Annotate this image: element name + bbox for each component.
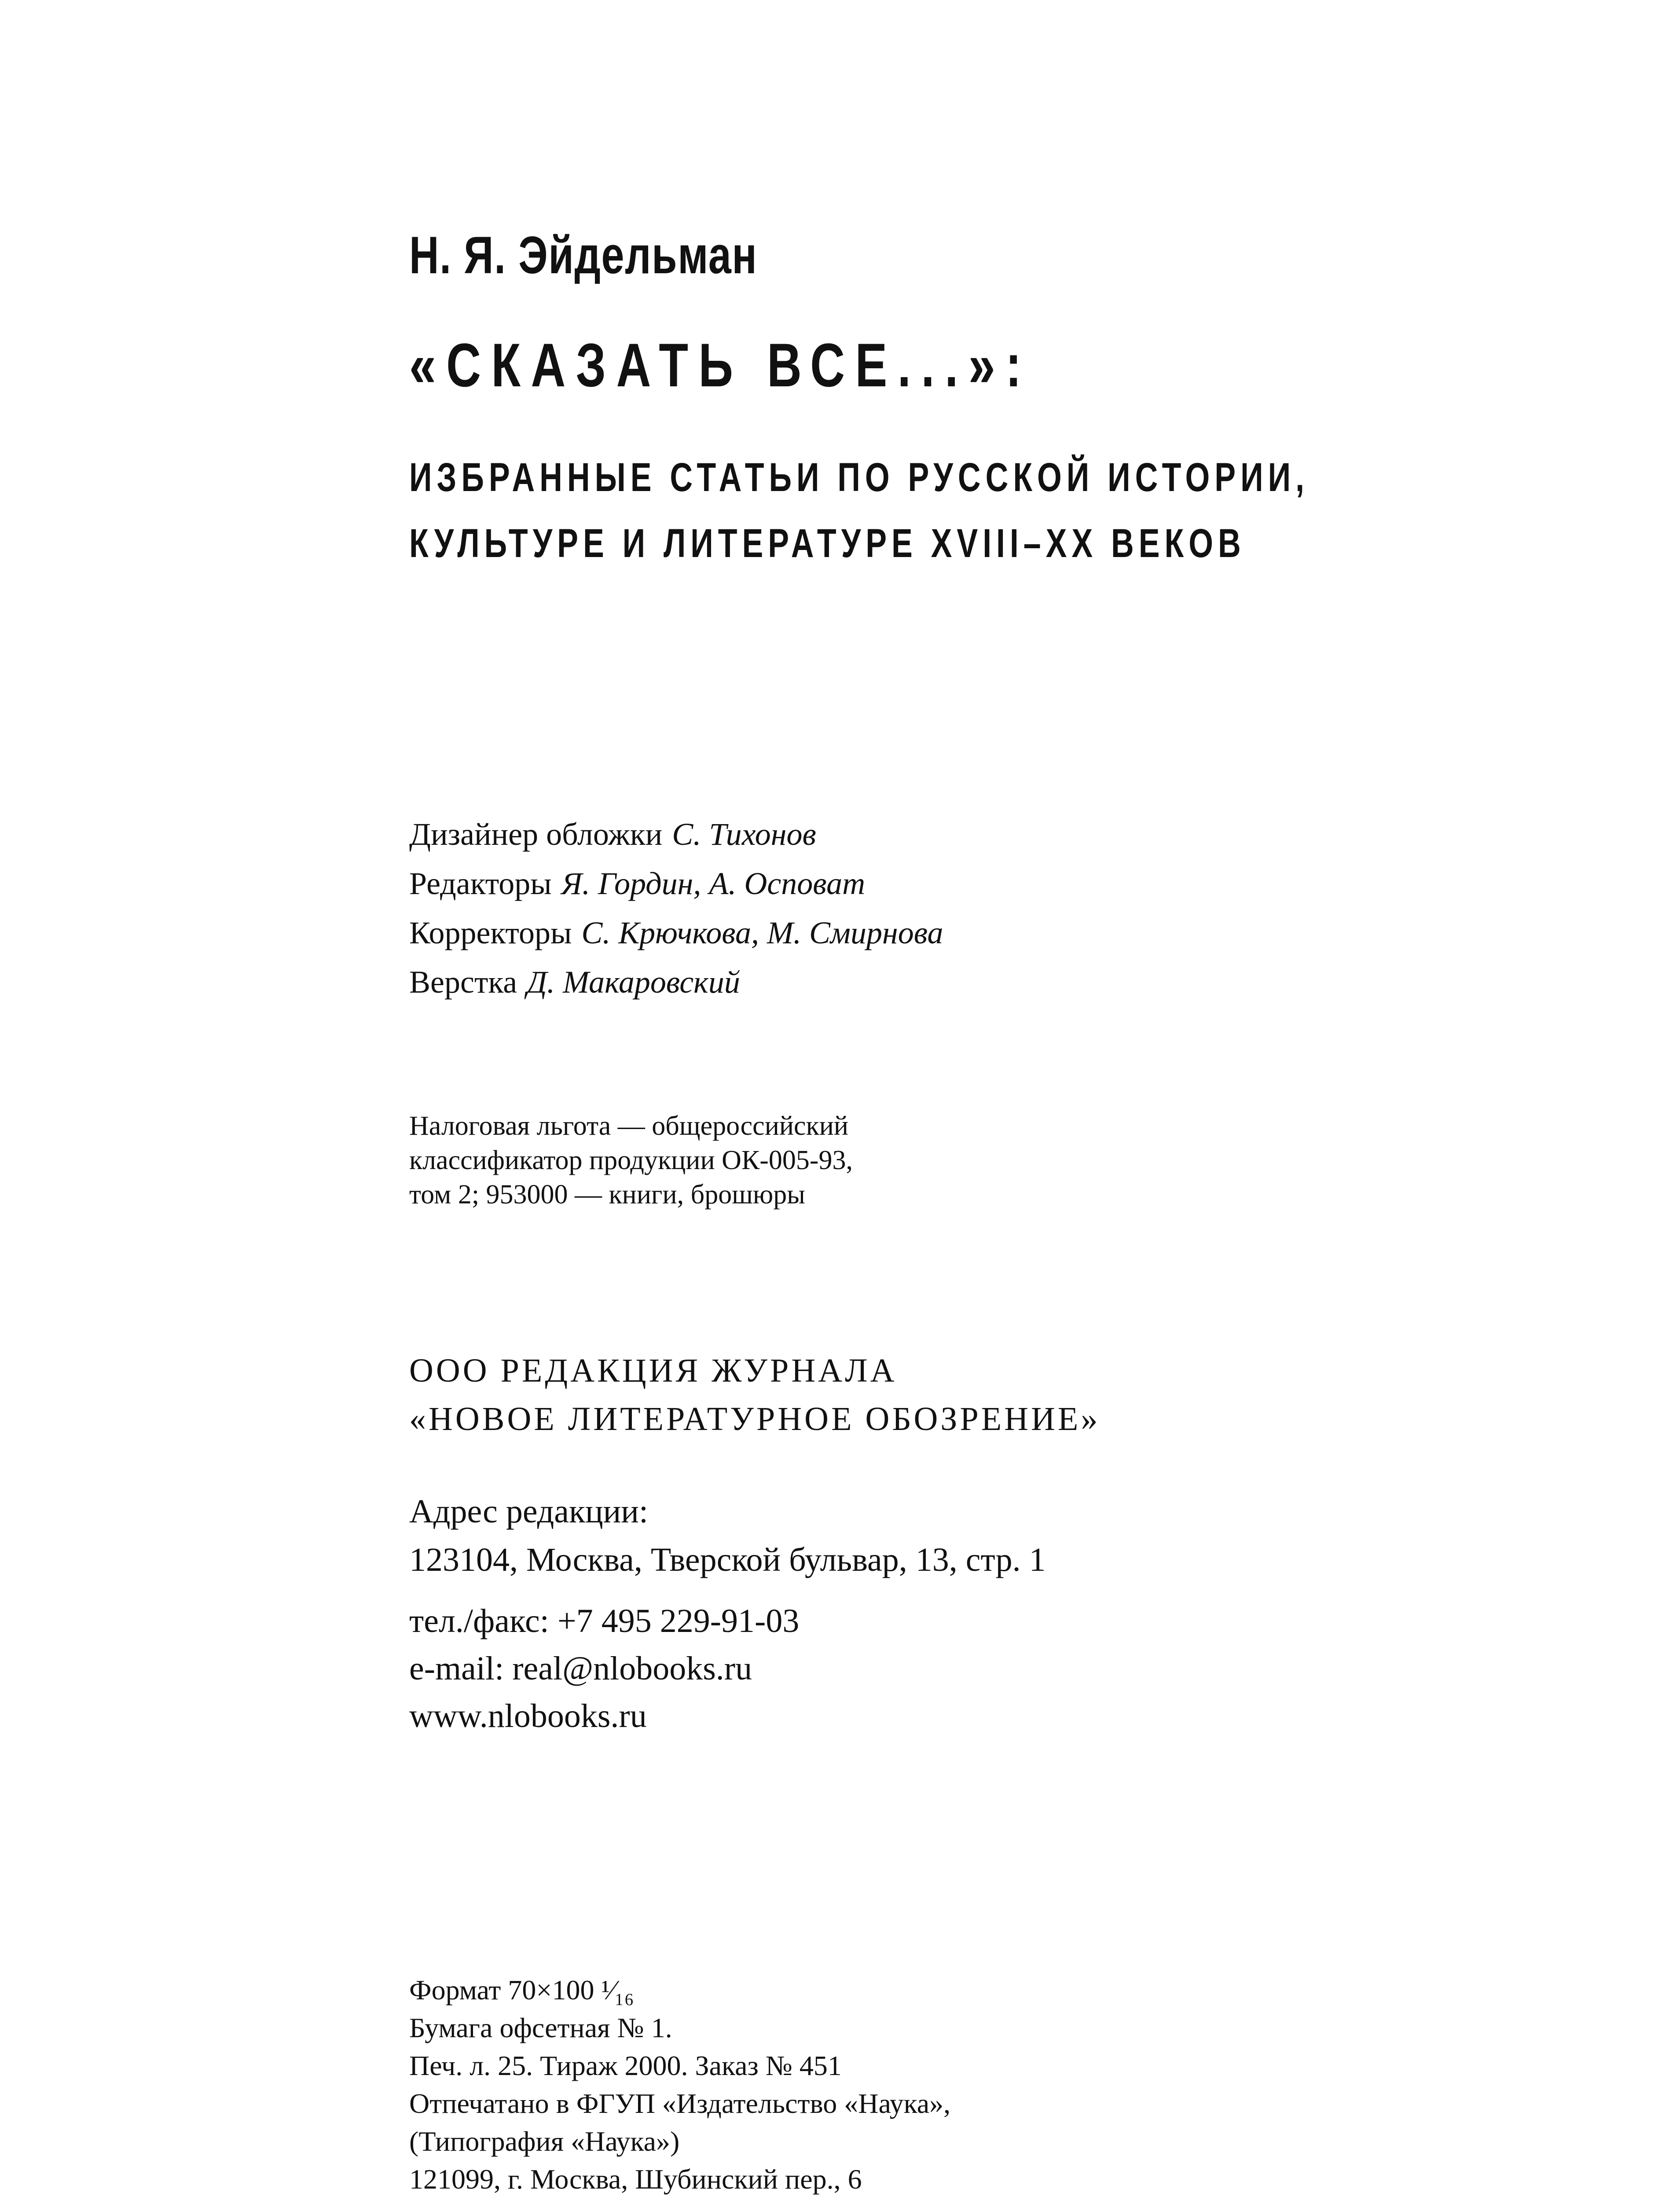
imprint-line: (Типография «Наука») bbox=[409, 2126, 680, 2157]
credit-name: С. Тихонов bbox=[672, 817, 816, 852]
imprint-line: Отпечатано в ФГУП «Издательство «Наука», bbox=[409, 2088, 951, 2119]
tax-line: классификатор продукции ОК-005-93, bbox=[409, 1145, 853, 1175]
book-title: «СКАЗАТЬ ВСЕ...»: bbox=[409, 330, 1032, 400]
credit-line bbox=[409, 957, 1597, 1007]
publisher-line: ООО РЕДАКЦИЯ ЖУРНАЛА bbox=[409, 1352, 897, 1389]
credit-name: С. Крючкова, М. Смирнова bbox=[581, 915, 943, 950]
email-address: e-mail: real@nlobooks.ru bbox=[409, 1650, 752, 1687]
imprint-line: Бумага офсетная № 1. bbox=[409, 2012, 672, 2043]
credit-name: Д. Макаровский bbox=[527, 964, 740, 1000]
credit-role: Дизайнер обложки bbox=[409, 817, 663, 852]
credit-line bbox=[409, 908, 1597, 957]
credit-role: Верстка bbox=[409, 964, 517, 1000]
credits-block bbox=[409, 810, 1597, 1007]
book-subtitle bbox=[409, 444, 1336, 576]
credit-line bbox=[409, 859, 1597, 908]
imprint-line: 121099, г. Москва, Шубинский пер., 6 bbox=[409, 2163, 862, 2195]
credit-role: Корректоры bbox=[409, 915, 572, 950]
contact-info bbox=[409, 1597, 1597, 1740]
credit-name: Я. Гордин, А. Осповат bbox=[561, 866, 866, 901]
imprint-line: Печ. л. 25. Тираж 2000. Заказ № 451 bbox=[409, 2050, 842, 2081]
print-details bbox=[409, 1971, 1597, 2198]
credit-role: Редакторы bbox=[409, 866, 552, 901]
address-value: 123104, Москва, Тверской бульвар, 13, стр. 1 bbox=[409, 1541, 1046, 1578]
credit-line bbox=[409, 810, 1597, 859]
subtitle-line: ИЗБРАННЫЕ СТАТЬИ ПО РУССКОЙ ИСТОРИИ, bbox=[409, 455, 1309, 500]
address-label: Адрес редакции: bbox=[409, 1493, 649, 1530]
author-name: Н. Я. Эйдельман bbox=[409, 226, 758, 285]
publisher-name bbox=[409, 1346, 1597, 1443]
tax-line: том 2; 953000 — книги, брошюры bbox=[409, 1180, 805, 1210]
publisher-line: «НОВОЕ ЛИТЕРАТУРНОЕ ОБОЗРЕНИЕ» bbox=[409, 1401, 1100, 1437]
imprint-line: Формат 70×100 ¹⁄₁₆ bbox=[409, 1974, 634, 2006]
website-url: www.nlobooks.ru bbox=[409, 1698, 647, 1734]
editorial-address bbox=[409, 1487, 1597, 1584]
phone-fax: тел./факс: +7 495 229-91-03 bbox=[409, 1602, 800, 1639]
tax-line: Налоговая льгота — общероссийский bbox=[409, 1111, 849, 1141]
subtitle-line: КУЛЬТУРЕ И ЛИТЕРАТУРЕ XVIII–XX ВЕКОВ bbox=[409, 521, 1246, 566]
tax-exemption-note bbox=[409, 1109, 1597, 1212]
